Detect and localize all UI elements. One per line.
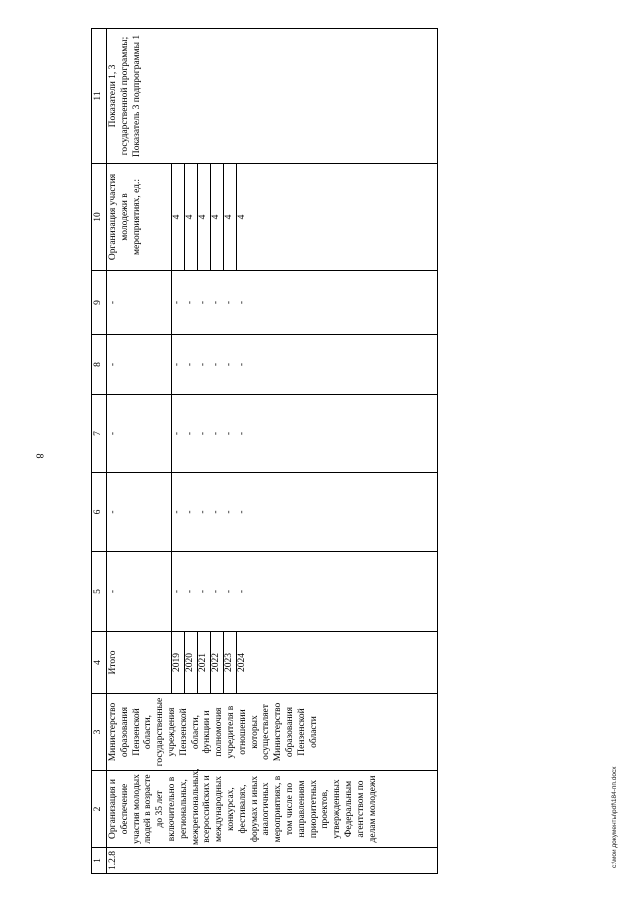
column-number: 8 [92, 335, 107, 395]
column-number: 2 [92, 771, 107, 848]
year-value: - [172, 552, 185, 632]
row-number: 1.2.8 [107, 848, 438, 874]
year-value: - [198, 335, 211, 395]
year-value: - [198, 552, 211, 632]
total-value: - [107, 335, 172, 395]
year-value: - [237, 271, 438, 335]
year-value: - [185, 271, 198, 335]
total-value: - [107, 395, 172, 473]
year-value: - [237, 473, 438, 552]
year-cell: 2019 [172, 632, 185, 694]
indicator-value: 4 [198, 164, 211, 271]
year-value: - [198, 395, 211, 473]
column-number: 10 [92, 164, 107, 271]
indicator-value: 4 [224, 164, 237, 271]
activity-cell: Организация и обеспечение участия молодых людей в возрасте до 35 лет включительно в региональных, межрегиональных, всероссийских и международных конкурсах, фестивалях, форумах и иных аналогичных мероприятиях, в том числе по направлениям приоритетных проектов, утвержденных Федеральным агентством по делам молодежи [107, 771, 438, 848]
year-value: - [185, 552, 198, 632]
executor-cell: Министерство образования Пензенской области, государственные учреждения Пензенской области, функции и полномочия учредителя в отношении которых осуществляет Министерство образования Пензенской области [107, 694, 438, 771]
year-value: - [211, 271, 224, 335]
program-table [91, 29, 608, 874]
year-cell: 2022 [211, 632, 224, 694]
year-value: - [237, 552, 438, 632]
table-row [107, 29, 172, 874]
year-value: - [172, 473, 185, 552]
year-value: - [224, 395, 237, 473]
indicator-value: 4 [172, 164, 185, 271]
indicator-value: 4 [185, 164, 198, 271]
indicator-reference: Показатели 1, 3 государственной программы; Показатель 3 подпрограммы 1 [107, 29, 438, 164]
column-number: 5 [92, 552, 107, 632]
year-value: - [237, 335, 438, 395]
total-value: - [107, 271, 172, 335]
page-number: 8 [33, 453, 45, 459]
indicator-value: 4 [211, 164, 224, 271]
year-value: - [224, 552, 237, 632]
year-value: - [224, 271, 237, 335]
year-value: - [185, 473, 198, 552]
year-value: - [224, 473, 237, 552]
column-number: 9 [92, 271, 107, 335]
year-cell: 2020 [185, 632, 198, 694]
year-value: - [198, 473, 211, 552]
year-value: - [172, 335, 185, 395]
year-value: - [198, 271, 211, 335]
year-value: - [237, 395, 438, 473]
year-value: - [185, 395, 198, 473]
total-value: - [107, 473, 172, 552]
column-number: 4 [92, 632, 107, 694]
year-value: - [211, 395, 224, 473]
column-number: 11 [92, 29, 107, 164]
total-value: - [107, 552, 172, 632]
indicator-name: Организация участия молодежи в мероприятиях, ед.: [107, 164, 172, 271]
year-cell: 2023 [224, 632, 237, 694]
year-value: - [185, 335, 198, 395]
column-number-row [92, 29, 107, 874]
total-label: Итого [107, 632, 172, 694]
year-value: - [224, 335, 237, 395]
year-value: - [211, 552, 224, 632]
year-cell: 2024 [237, 632, 438, 694]
column-number: 7 [92, 395, 107, 473]
year-value: - [172, 395, 185, 473]
column-number: 1 [92, 848, 107, 874]
activity-table [91, 28, 438, 874]
column-number: 6 [92, 473, 107, 552]
column-number: 3 [92, 694, 107, 771]
file-path-footer: c:\мои документы\pdf\184-пп.docx [611, 766, 618, 868]
year-value: - [211, 335, 224, 395]
indicator-value: 4 [237, 164, 438, 271]
year-cell: 2021 [198, 632, 211, 694]
year-value: - [172, 271, 185, 335]
year-value: - [211, 473, 224, 552]
